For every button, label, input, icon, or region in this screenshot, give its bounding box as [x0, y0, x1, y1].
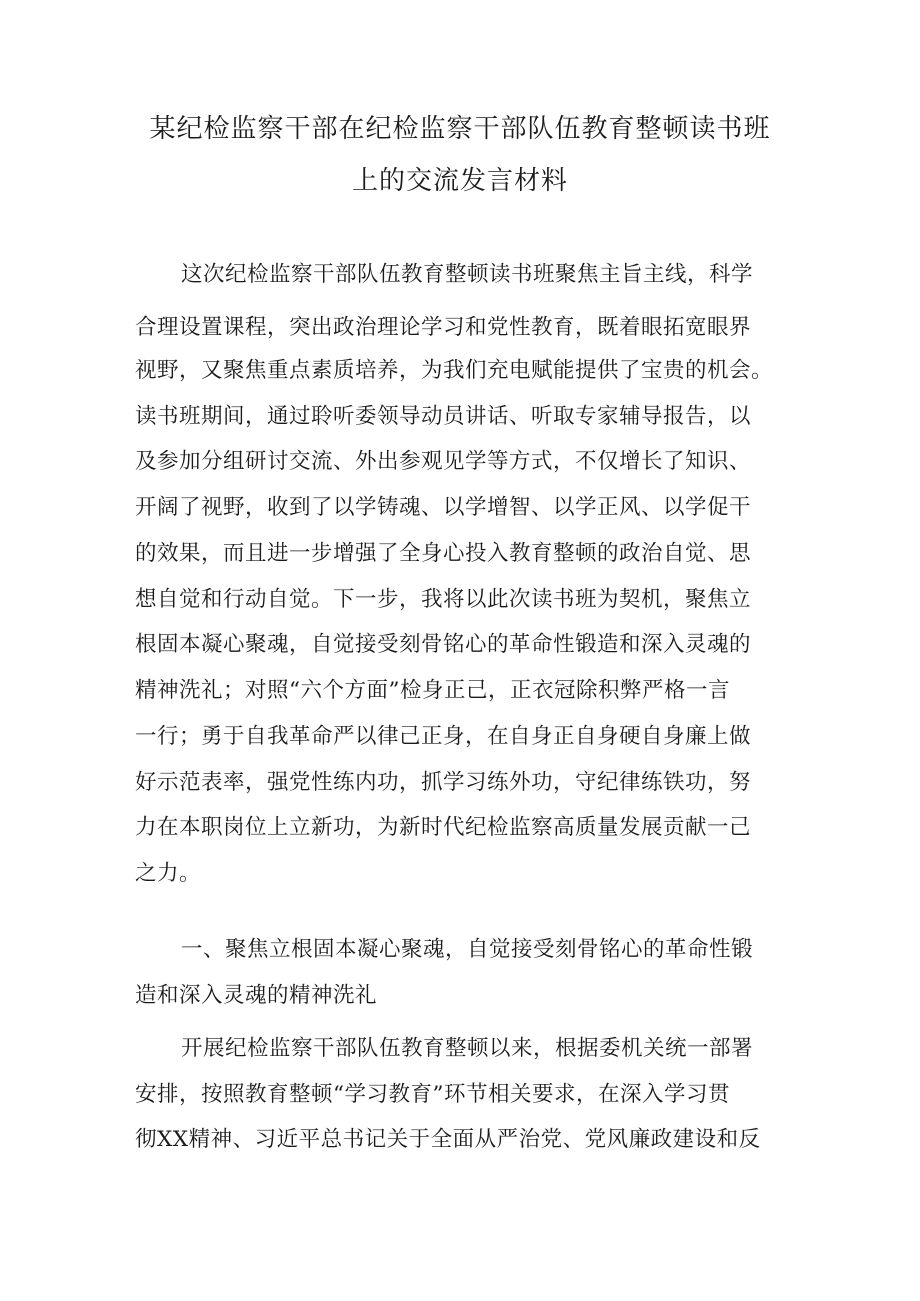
- document-title-line-2: 上的交流发言材料: [351, 166, 568, 196]
- paragraph-1-line-2: 合理设置课程，突出政治理论学习和党性教育，既着眼拓宽眼界: [135, 315, 752, 340]
- section-heading-line-1: 一、聚焦立根固本凝心聚魂，自觉接受刻骨铭心的革命性锻: [181, 937, 754, 962]
- section-heading-line-2: 造和深入灵魂的精神洗礼: [135, 983, 378, 1008]
- paragraph-1-line-13: 力在本职岗位上立新功，为新时代纪检监察高质量发展贡献一己: [135, 815, 752, 840]
- document-title-line-1: 某纪检监察干部在纪检监察干部队伍教育整顿读书班: [149, 114, 771, 144]
- paragraph-1-line-8: 想自觉和行动自觉。下一步，我将以此次读书班为契机，聚焦立: [135, 587, 752, 612]
- paragraph-1-line-12: 好示范表率，强党性练内功，抓学习练外功，守纪律练铁功，努: [135, 770, 752, 795]
- paragraph-2-line-3: 彻XX精神、习近平总书记关于全面从严治党、党风廉政建设和反: [135, 1127, 761, 1152]
- paragraph-1-line-6: 开阔了视野，收到了以学铸魂、以学增智、以学正风、以学促干: [135, 495, 752, 520]
- paragraph-1-line-9: 根固本凝心聚魂，自觉接受刻骨铭心的革命性锻造和深入灵魂的: [135, 632, 752, 657]
- paragraph-1-line-3: 视野，又聚焦重点素质培养，为我们充电赋能提供了宝贵的机会。: [135, 358, 774, 383]
- paragraph-2-line-1: 开展纪检监察干部队伍教育整顿以来，根据委机关统一部署: [181, 1036, 754, 1061]
- paragraph-1-line-11: 一行；勇于自我革命严以律己正身，在自身正自身硬自身廉上做: [135, 724, 752, 749]
- paragraph-1-line-7: 的效果，而且进一步增强了全身心投入教育整顿的政治自觉、思: [135, 541, 752, 566]
- paragraph-1-line-10: 精神洗礼；对照“六个方面”检身正己，正衣冠除积弊严格一言: [135, 678, 730, 703]
- paragraph-1-line-14: 之力。: [135, 861, 202, 886]
- paragraph-1-line-5: 及参加分组研讨交流、外出参观见学等方式，不仅增长了知识、: [135, 449, 752, 474]
- paragraph-1-line-4: 读书班期间，通过聆听委领导动员讲话、听取专家辅导报告，以: [135, 404, 752, 429]
- paragraph-1-line-1: 这次纪检监察干部队伍教育整顿读书班聚焦主旨主线，科学: [181, 262, 754, 287]
- paragraph-2-line-2: 安排，按照教育整顿“学习教育”环节相关要求，在深入学习贯: [135, 1082, 730, 1107]
